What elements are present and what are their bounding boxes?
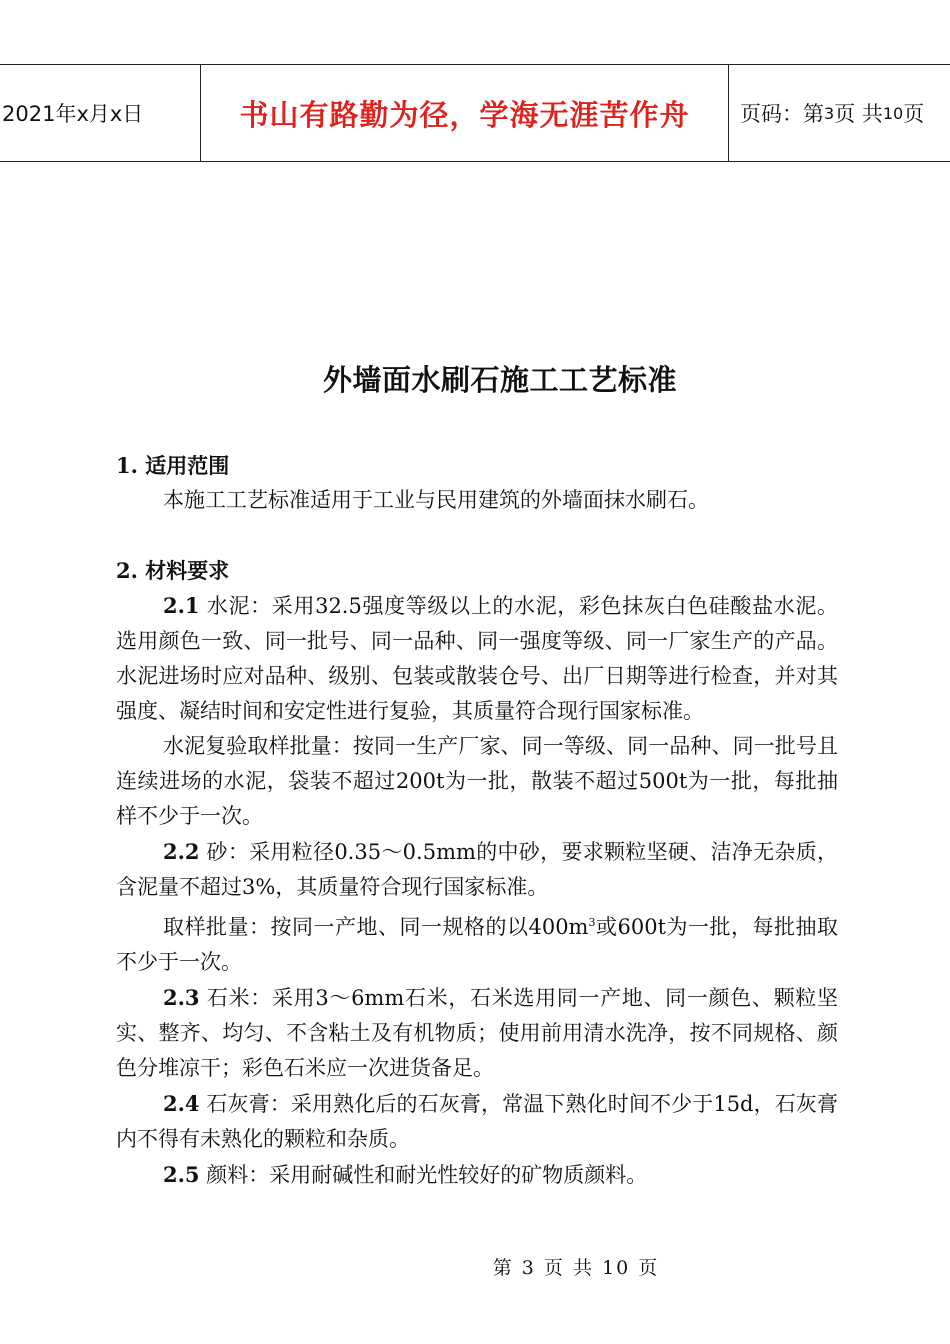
superscript-3: 3 — [588, 916, 596, 929]
document-title: 外墙面水刷石施工工艺标准 — [322, 363, 677, 397]
sampling-text-b: 或600t为一批，每批抽取不少于一次。 — [116, 915, 838, 974]
page-total: 10 — [882, 103, 904, 123]
paragraph-stone-chips — [116, 980, 838, 1086]
clause-text: 颜料：采用耐碱性和耐光性较好的矿物质颜料。 — [199, 1163, 648, 1187]
section-heading-scope: 1. 适用范围 — [116, 453, 230, 478]
section-heading-materials: 2. 材料要求 — [116, 558, 230, 583]
document-body — [116, 448, 838, 1193]
clause-text: 石米：采用3～6mm石米，石米选用同一产地、同一颜色、颗粒坚实、整齐、均匀、不含粘土及有机物质；使用前用清水洗净，按不同规格、颜色分堆凉干；彩色石米应一次进货备足。 — [116, 986, 838, 1080]
clause-number: 2.3 — [163, 985, 200, 1010]
clause-number: 2.1 — [163, 593, 200, 618]
page-header — [0, 64, 950, 162]
clause-number: 2.5 — [163, 1162, 200, 1187]
paragraph-cement-sampling: 水泥复验取样批量：按同一生产厂家、同一等级、同一品种、同一批号且连续进场的水泥，袋装不超过200t为一批，散装不超过500t为一批，每批抽样不少于一次。 — [116, 734, 838, 828]
paragraph-lime-putty — [116, 1086, 838, 1157]
clause-number: 2.2 — [163, 839, 200, 864]
paragraph-cement — [116, 588, 838, 729]
spacer — [116, 518, 838, 553]
header-date: 2021年x月x日 — [0, 65, 201, 161]
clause-text: 水泥：采用32.5强度等级以上的水泥，彩色抹灰白色硅酸盐水泥。选用颜色一致、同一批号、同一品种、同一强度等级、同一厂家生产的产品。水泥进场时应对品种、级别、包装或散装仓号、出厂日期等进行检查，并对其强度、凝结时间和安定性进行复验，其质量符合现行国家标准。 — [116, 594, 838, 723]
clause-text: 石灰膏：采用熟化后的石灰膏，常温下熟化时间不少于15d，石灰膏内不得有未熟化的颗粒和杂质。 — [116, 1092, 838, 1151]
paragraph-scope: 本施工工艺标准适用于工业与民用建筑的外墙面抹水刷石。 — [163, 488, 709, 512]
sampling-text-a: 取样批量：按同一产地、同一规格的以400m — [163, 915, 589, 939]
page-suffix: 页 — [903, 102, 925, 126]
page-prefix: 页码：第 — [740, 102, 824, 126]
paragraph-sand — [116, 834, 838, 905]
page-number: 3 — [824, 103, 835, 123]
page-footer: 第 3 页 共 10 页 — [492, 1257, 660, 1279]
page-mid: 页 共 — [834, 102, 883, 126]
paragraph-pigment — [116, 1157, 838, 1193]
header-page-info — [728, 65, 950, 161]
clause-number: 2.4 — [163, 1091, 200, 1116]
header-motto: 书山有路勤为径，学海无涯苦作舟 — [201, 65, 729, 161]
paragraph-sand-sampling — [116, 905, 838, 980]
clause-text: 砂：采用粒径0.35～0.5mm的中砂，要求颗粒坚硬、洁净无杂质，含泥量不超过3%，其质量符合现行国家标准。 — [116, 840, 838, 899]
